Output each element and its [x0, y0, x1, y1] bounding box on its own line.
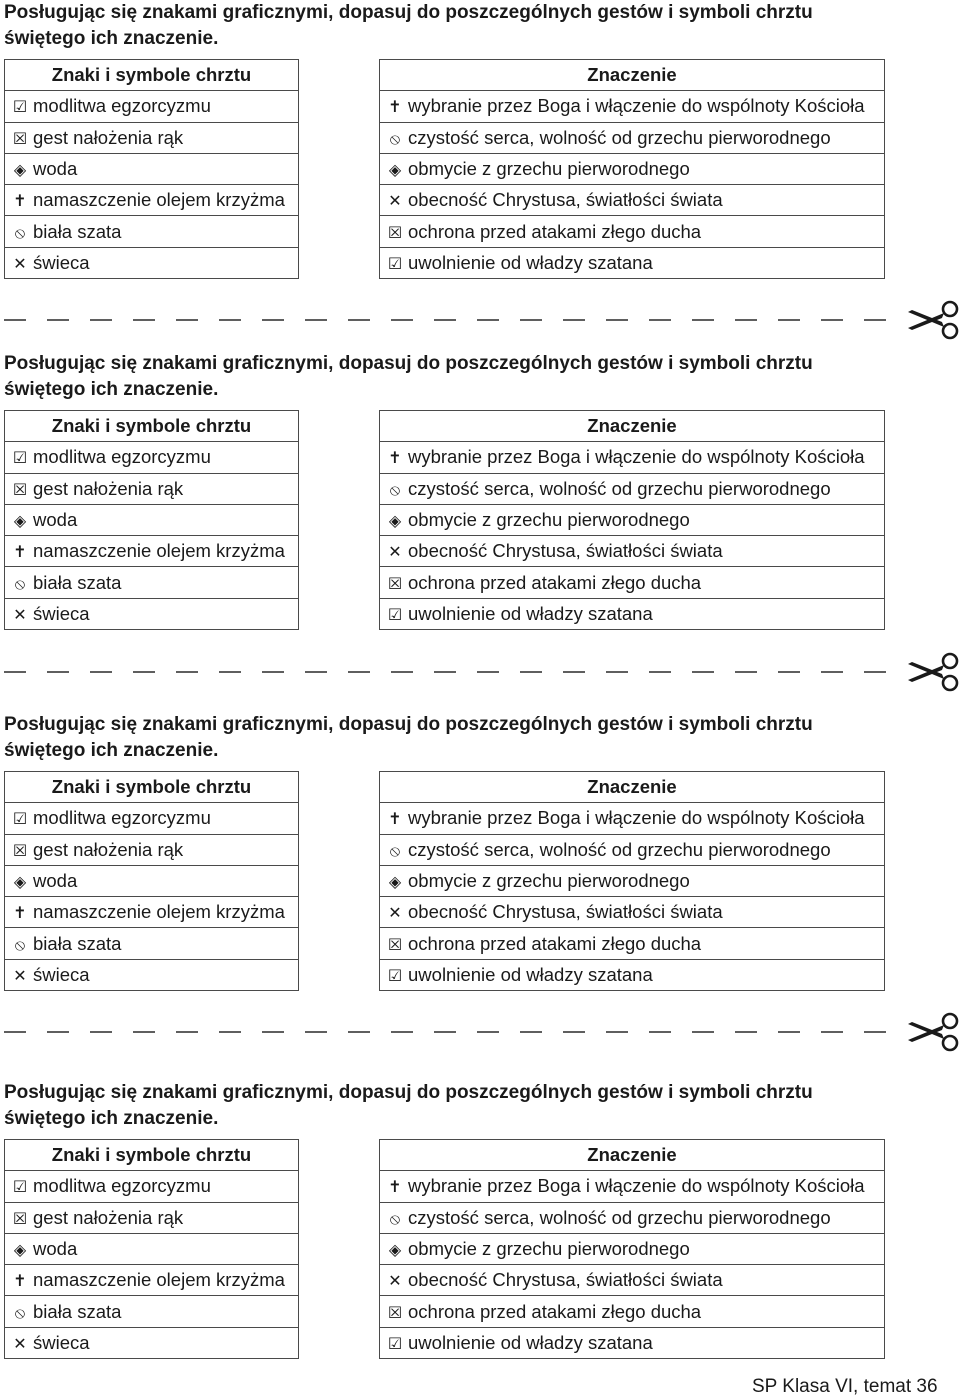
right-item [380, 504, 885, 535]
left-item-label: woda [33, 1238, 78, 1260]
right-item [380, 897, 885, 928]
left-item-label: namaszczenie olejem krzyżma [33, 901, 285, 923]
x-mark-icon: ✕ [388, 903, 402, 923]
table-row [380, 185, 885, 216]
right-item [380, 834, 885, 865]
right-item-label: czystość serca, wolność od grzechu pierworodnego [408, 477, 831, 499]
right-item-label: obecność Chrystusa, światłości świata [408, 901, 723, 923]
left-item-label: świeca [33, 963, 90, 985]
left-item-label: namaszczenie olejem krzyżma [33, 1269, 285, 1291]
right-item [380, 473, 885, 504]
cross-icon: ✝ [13, 903, 27, 923]
table-row [5, 1171, 299, 1202]
x-mark-icon: ✕ [388, 1271, 402, 1291]
right-item [380, 1296, 885, 1327]
left-column-header: Znaki i symbole chrztu [5, 772, 299, 803]
table-row [5, 834, 299, 865]
table-row [380, 536, 885, 567]
right-item-label: obecność Chrystusa, światłości świata [408, 189, 723, 211]
table-row [380, 1171, 885, 1202]
table-row [5, 122, 299, 153]
left-item-label: gest nałożenia rąk [33, 126, 184, 148]
left-column-header: Znaki i symbole chrztu [5, 411, 299, 442]
right-item-label: uwolnienie od władzy szatana [408, 963, 653, 985]
cross-icon: ✝ [13, 542, 27, 562]
right-header-row [380, 60, 885, 91]
right-item-label: czystość serca, wolność od grzechu pierworodnego [408, 126, 831, 148]
table-row [380, 567, 885, 598]
table-row [380, 216, 885, 247]
instruction-text: Posługując się znakami graficznymi, dopasuj do poszczególnych gestów i symboli chrztu świętego ich znaczenie. [4, 1082, 813, 1129]
table-row [5, 216, 299, 247]
right-item-label: obecność Chrystusa, światłości świata [408, 1269, 723, 1291]
right-table [379, 771, 885, 991]
x-mark-icon: ✕ [388, 191, 402, 211]
diamond-icon: ◈ [13, 1240, 27, 1260]
prohibited-icon: ⦸ [389, 479, 401, 499]
left-item-label: modlitwa egzorcyzmu [33, 95, 211, 117]
left-header-row [5, 411, 299, 442]
left-item [5, 567, 299, 598]
table-row [5, 865, 299, 896]
right-item-label: obecność Chrystusa, światłości świata [408, 540, 723, 562]
check-box-icon: ☑ [12, 97, 28, 117]
cross-icon: ✝ [388, 809, 402, 829]
table-row [5, 185, 299, 216]
x-box-icon: ☒ [12, 840, 28, 860]
right-column-header: Znaczenie [380, 411, 885, 442]
page-footer: SP Klasa VI, temat 36 [752, 1376, 938, 1397]
check-box-icon: ☑ [387, 604, 403, 624]
cross-icon: ✝ [13, 191, 27, 211]
table-row [5, 1327, 299, 1358]
table-row [5, 1296, 299, 1327]
left-item-label: namaszczenie olejem krzyżma [33, 540, 285, 562]
left-header-row [5, 772, 299, 803]
right-item [380, 1327, 885, 1358]
right-item [380, 442, 885, 473]
right-item-label: wybranie przez Boga i włączenie do wspólnoty Kościoła [408, 95, 865, 117]
right-item [380, 185, 885, 216]
right-item-label: obmycie z grzechu pierworodnego [408, 870, 690, 892]
dashed-line [4, 310, 892, 330]
left-item [5, 1265, 299, 1296]
right-item-label: ochrona przed atakami złego ducha [408, 1300, 702, 1322]
table-row [5, 897, 299, 928]
right-column-header: Znaczenie [380, 772, 885, 803]
check-box-icon: ☑ [387, 1333, 403, 1353]
x-box-icon: ☒ [12, 479, 28, 499]
x-box-icon: ☒ [387, 573, 403, 593]
left-item [5, 473, 299, 504]
table-row [380, 865, 885, 896]
cut-line [0, 652, 960, 692]
left-item-label: modlitwa egzorcyzmu [33, 807, 211, 829]
table-row [380, 928, 885, 959]
prohibited-icon: ⦸ [389, 1208, 401, 1228]
left-item [5, 865, 299, 896]
right-item [380, 1202, 885, 1233]
cross-icon: ✝ [13, 1271, 27, 1291]
left-item-label: modlitwa egzorcyzmu [33, 1175, 211, 1197]
left-item-label: biała szata [33, 220, 122, 242]
table-row [380, 1327, 885, 1358]
cross-icon: ✝ [388, 448, 402, 468]
right-item-label: uwolnienie od władzy szatana [408, 1331, 653, 1353]
prohibited-icon: ⦸ [14, 222, 26, 242]
table-row [380, 442, 885, 473]
table-row [380, 1265, 885, 1296]
left-item-label: woda [33, 509, 78, 531]
right-item [380, 1171, 885, 1202]
table-row [5, 598, 299, 629]
table-row [5, 1265, 299, 1296]
left-item-label: świeca [33, 1331, 90, 1353]
x-mark-icon: ✕ [13, 604, 27, 624]
diamond-icon: ◈ [13, 872, 27, 892]
left-item-label: gest nałożenia rąk [33, 838, 184, 860]
left-item [5, 1233, 299, 1264]
right-header-row [380, 772, 885, 803]
left-item-label: namaszczenie olejem krzyżma [33, 189, 285, 211]
right-column-header: Znaczenie [380, 1140, 885, 1171]
right-item-label: czystość serca, wolność od grzechu pierworodnego [408, 838, 831, 860]
x-mark-icon: ✕ [388, 542, 402, 562]
table-row [5, 803, 299, 834]
left-item-label: woda [33, 870, 78, 892]
left-item [5, 803, 299, 834]
left-item [5, 122, 299, 153]
table-row [5, 153, 299, 184]
left-header-row [5, 1140, 299, 1171]
dashed-line [4, 1022, 892, 1042]
right-table [379, 59, 885, 279]
prohibited-icon: ⦸ [14, 934, 26, 954]
left-item-label: biała szata [33, 932, 122, 954]
table-row [5, 1233, 299, 1264]
left-item [5, 1296, 299, 1327]
right-item [380, 567, 885, 598]
right-item-label: czystość serca, wolność od grzechu pierworodnego [408, 1206, 831, 1228]
right-item [380, 1233, 885, 1264]
diamond-icon: ◈ [388, 872, 402, 892]
table-row [380, 897, 885, 928]
left-column-header: Znaki i symbole chrztu [5, 60, 299, 91]
left-table [4, 410, 299, 630]
table-row [5, 91, 299, 122]
left-item [5, 959, 299, 990]
x-box-icon: ☒ [387, 222, 403, 242]
left-item-label: woda [33, 158, 78, 180]
table-row [5, 928, 299, 959]
diamond-icon: ◈ [13, 511, 27, 531]
right-item [380, 803, 885, 834]
instruction-text: Posługując się znakami graficznymi, dopasuj do poszczególnych gestów i symboli chrztu świętego ich znaczenie. [4, 353, 813, 400]
table-row [380, 504, 885, 535]
table-row [380, 803, 885, 834]
left-item [5, 91, 299, 122]
left-item [5, 247, 299, 278]
right-item [380, 216, 885, 247]
cross-icon: ✝ [388, 97, 402, 117]
left-table [4, 1139, 299, 1359]
left-item [5, 504, 299, 535]
left-item [5, 897, 299, 928]
diamond-icon: ◈ [13, 160, 27, 180]
left-column-header: Znaki i symbole chrztu [5, 1140, 299, 1171]
prohibited-icon: ⦸ [14, 1302, 26, 1322]
table-row [380, 91, 885, 122]
left-item-label: gest nałożenia rąk [33, 477, 184, 499]
left-item-label: gest nałożenia rąk [33, 1206, 184, 1228]
table-row [380, 153, 885, 184]
x-box-icon: ☒ [12, 1208, 28, 1228]
table-row [380, 1202, 885, 1233]
table-row [380, 1296, 885, 1327]
x-box-icon: ☒ [12, 128, 28, 148]
diamond-icon: ◈ [388, 1240, 402, 1260]
right-item-label: uwolnienie od władzy szatana [408, 602, 653, 624]
left-item [5, 834, 299, 865]
right-item [380, 598, 885, 629]
table-row [380, 473, 885, 504]
right-item [380, 928, 885, 959]
left-table [4, 59, 299, 279]
right-item [380, 865, 885, 896]
x-box-icon: ☒ [387, 1302, 403, 1322]
left-item [5, 1202, 299, 1233]
check-box-icon: ☑ [12, 448, 28, 468]
instruction-text: Posługując się znakami graficznymi, dopasuj do poszczególnych gestów i symboli chrztu świętego ich znaczenie. [4, 2, 813, 49]
scissors-icon [904, 1012, 960, 1052]
cut-line [0, 1012, 960, 1052]
scissors-icon [904, 652, 960, 692]
table-row [5, 473, 299, 504]
right-item [380, 247, 885, 278]
right-item [380, 536, 885, 567]
table-row [5, 1202, 299, 1233]
table-row [5, 536, 299, 567]
right-header-row [380, 411, 885, 442]
table-row [380, 247, 885, 278]
left-item [5, 153, 299, 184]
left-item [5, 442, 299, 473]
table-row [5, 504, 299, 535]
check-box-icon: ☑ [12, 809, 28, 829]
right-column-header: Znaczenie [380, 60, 885, 91]
diamond-icon: ◈ [388, 160, 402, 180]
right-item-label: wybranie przez Boga i włączenie do wspólnoty Kościoła [408, 446, 865, 468]
left-item [5, 1327, 299, 1358]
table-row [380, 834, 885, 865]
right-item-label: uwolnienie od władzy szatana [408, 251, 653, 273]
table-row [380, 598, 885, 629]
left-item [5, 216, 299, 247]
right-item-label: ochrona przed atakami złego ducha [408, 932, 702, 954]
left-header-row [5, 60, 299, 91]
diamond-icon: ◈ [388, 511, 402, 531]
table-row [380, 122, 885, 153]
x-mark-icon: ✕ [13, 1333, 27, 1353]
dashed-line [4, 662, 892, 682]
left-item-label: modlitwa egzorcyzmu [33, 446, 211, 468]
right-item-label: obmycie z grzechu pierworodnego [408, 1238, 690, 1260]
right-item-label: ochrona przed atakami złego ducha [408, 220, 702, 242]
table-row [5, 247, 299, 278]
right-item-label: wybranie przez Boga i włączenie do wspólnoty Kościoła [408, 807, 865, 829]
x-box-icon: ☒ [387, 934, 403, 954]
x-mark-icon: ✕ [13, 253, 27, 273]
table-row [5, 442, 299, 473]
prohibited-icon: ⦸ [389, 840, 401, 860]
prohibited-icon: ⦸ [14, 573, 26, 593]
right-item [380, 959, 885, 990]
left-item [5, 185, 299, 216]
right-item [380, 1265, 885, 1296]
right-item-label: obmycie z grzechu pierworodnego [408, 509, 690, 531]
right-item [380, 153, 885, 184]
left-item-label: świeca [33, 602, 90, 624]
right-item [380, 91, 885, 122]
check-box-icon: ☑ [387, 253, 403, 273]
table-row [5, 959, 299, 990]
right-item-label: obmycie z grzechu pierworodnego [408, 158, 690, 180]
check-box-icon: ☑ [12, 1177, 28, 1197]
check-box-icon: ☑ [387, 965, 403, 985]
cut-line [0, 300, 960, 340]
right-table [379, 410, 885, 630]
table-row [5, 567, 299, 598]
left-item-label: biała szata [33, 571, 122, 593]
x-mark-icon: ✕ [13, 965, 27, 985]
left-item [5, 598, 299, 629]
instruction-text: Posługując się znakami graficznymi, dopasuj do poszczególnych gestów i symboli chrztu świętego ich znaczenie. [4, 714, 813, 761]
cross-icon: ✝ [388, 1177, 402, 1197]
left-item [5, 1171, 299, 1202]
left-item [5, 536, 299, 567]
scissors-icon [904, 300, 960, 340]
prohibited-icon: ⦸ [389, 128, 401, 148]
table-row [380, 959, 885, 990]
right-item-label: ochrona przed atakami złego ducha [408, 571, 702, 593]
right-item-label: wybranie przez Boga i włączenie do wspólnoty Kościoła [408, 1175, 865, 1197]
table-row [380, 1233, 885, 1264]
left-item-label: biała szata [33, 1300, 122, 1322]
right-header-row [380, 1140, 885, 1171]
left-item-label: świeca [33, 251, 90, 273]
right-item [380, 122, 885, 153]
right-table [379, 1139, 885, 1359]
left-item [5, 928, 299, 959]
left-table [4, 771, 299, 991]
